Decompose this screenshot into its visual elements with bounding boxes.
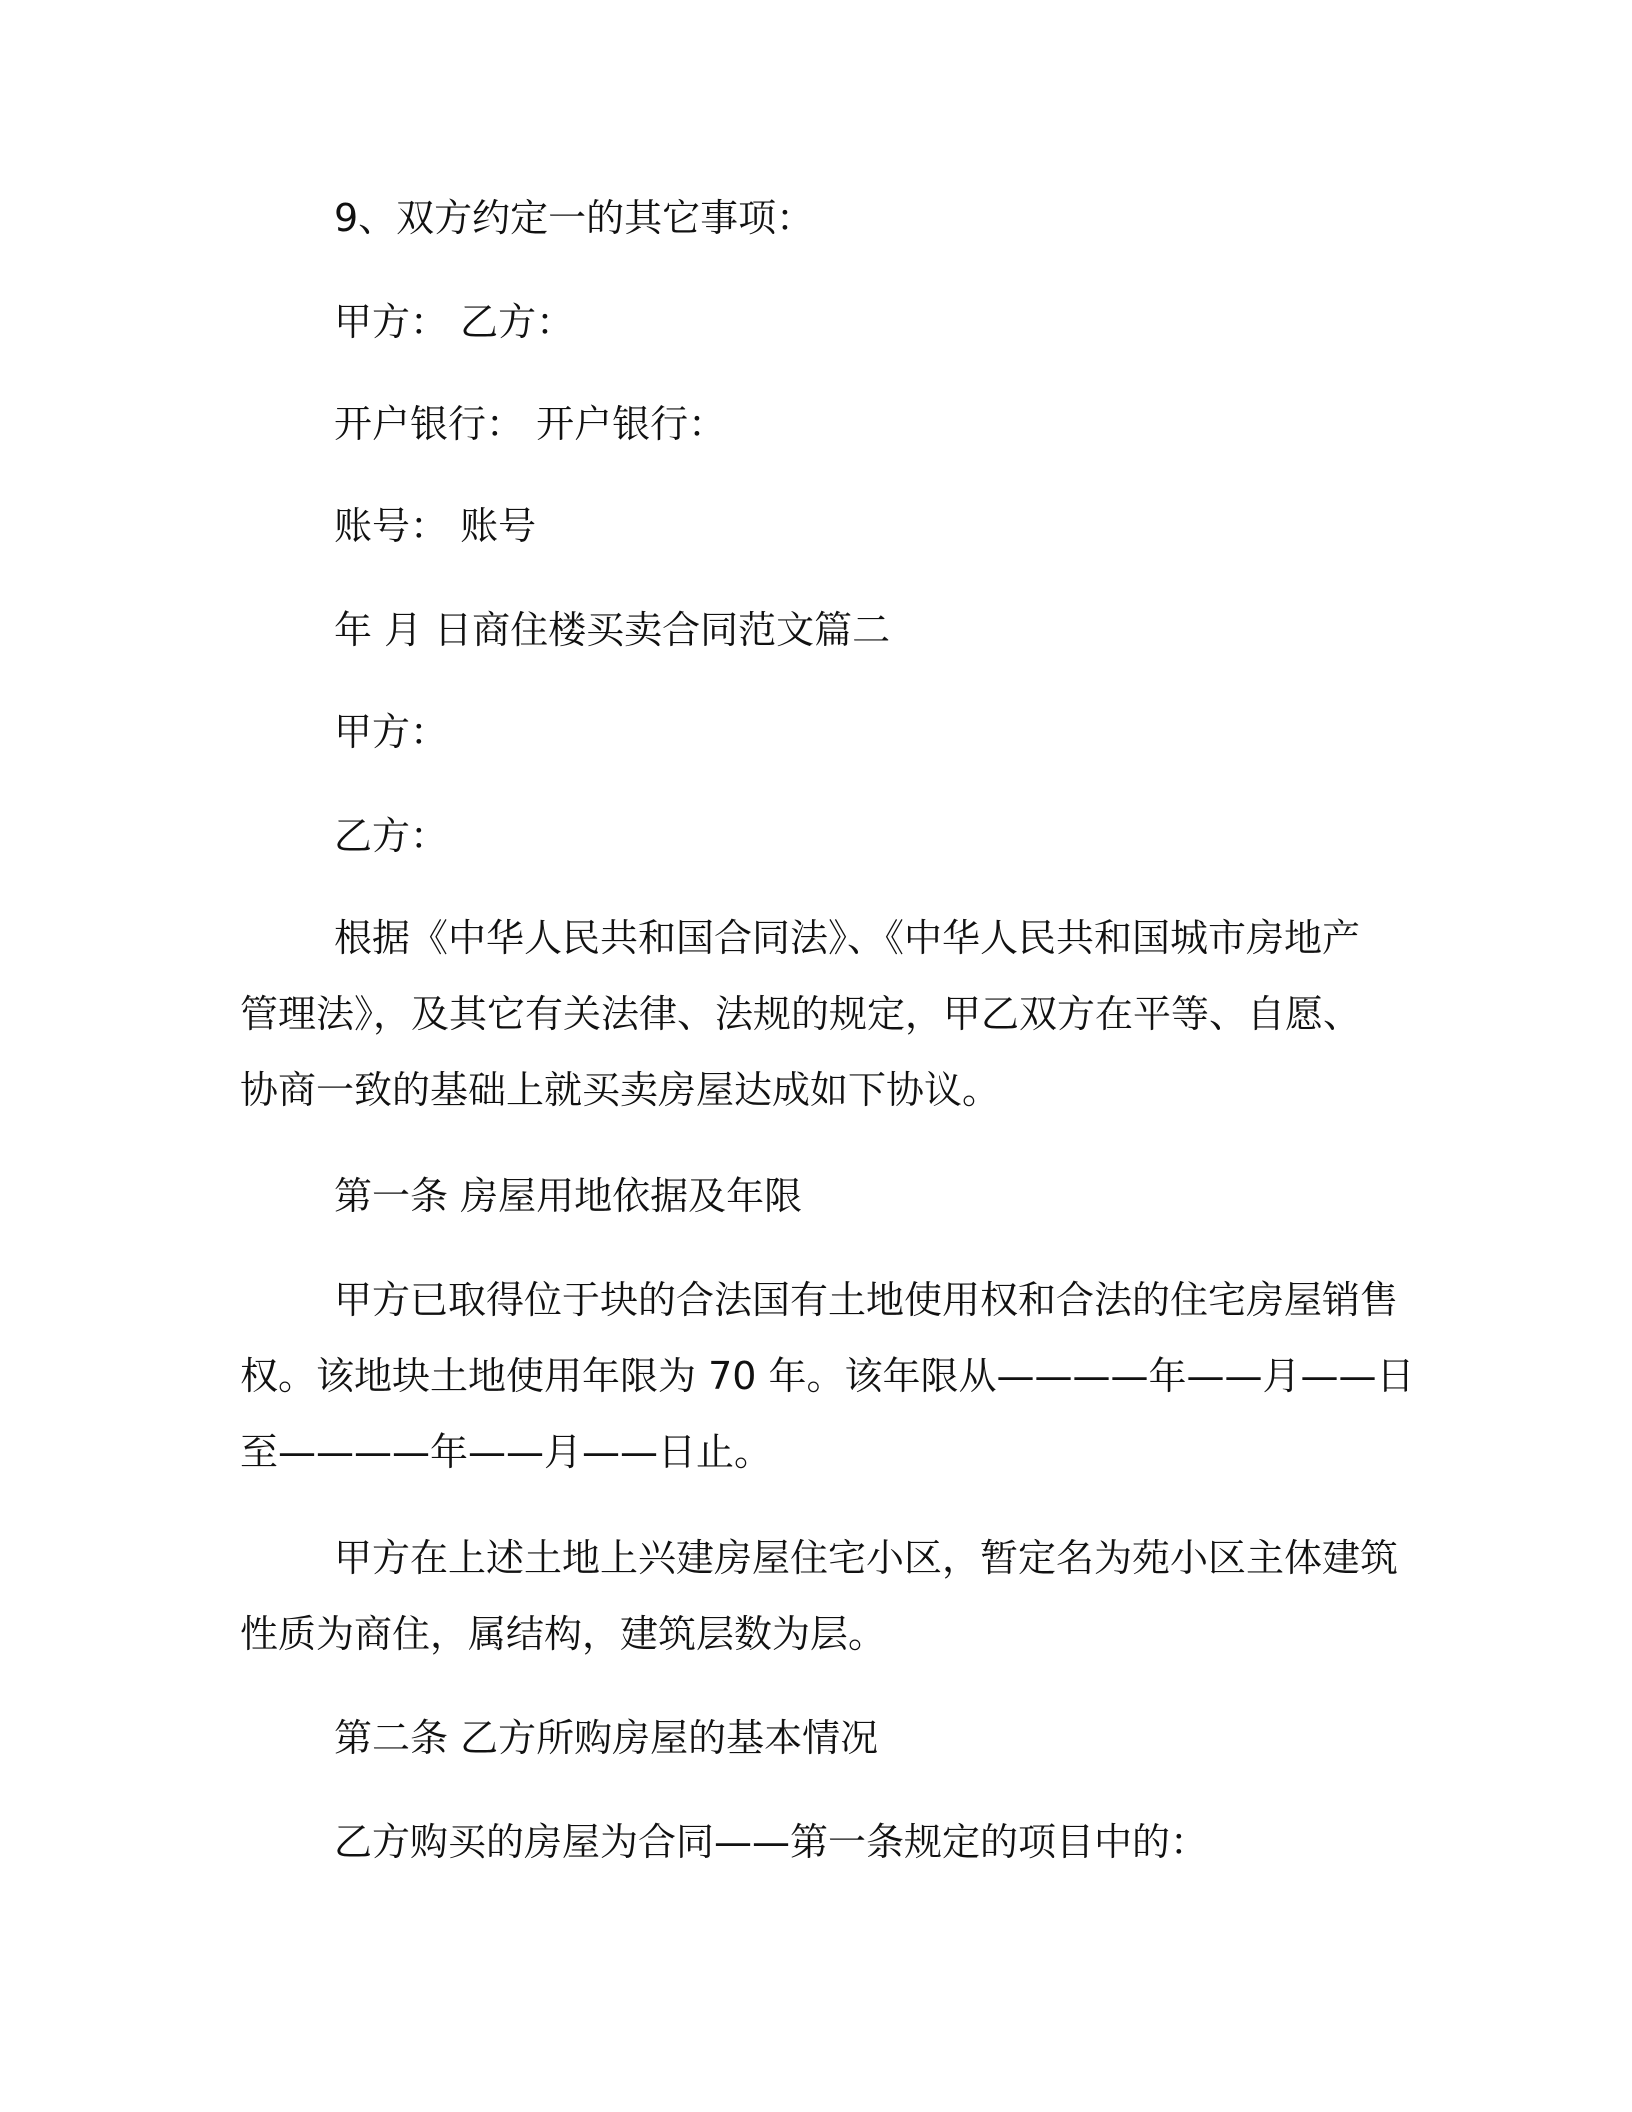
party-a-party-b: 甲方： 乙方： [334,300,575,344]
bank-line: 开户银行： 开户银行： [334,402,727,446]
item-9-other-matters: 9、双方约定一的其它事项： [334,196,815,240]
article-1-para-1-line-2: 权。该地块土地使用年限为 70 年。该年限从————年——月——日 [240,1354,1415,1398]
account-line: 账号： 账号 [334,504,537,548]
party-b-line: 乙方： [334,814,449,858]
article-1-para-2-line-1: 甲方在上述土地上兴建房屋住宅小区，暂定名为苑小区主体建筑 [334,1536,1399,1580]
article-2-para-1: 乙方购买的房屋为合同——第一条规定的项目中的： [334,1820,1209,1864]
party-a-line: 甲方： [334,710,449,754]
article-1-para-1-line-1: 甲方已取得位于块的合法国有土地使用权和合法的住宅房屋销售 [334,1278,1399,1322]
article-1-heading: 第一条 房屋用地依据及年限 [334,1174,803,1218]
article-2-heading: 第二条 乙方所购房屋的基本情况 [334,1716,879,1760]
date-and-title-line: 年 月 日商住楼买卖合同范文篇二 [334,608,891,652]
article-1-para-1-line-3: 至————年——月——日止。 [240,1430,773,1474]
article-1-para-2-line-2: 性质为商住，属结构，建筑层数为层。 [240,1612,887,1656]
preamble-line-3: 协商一致的基础上就买卖房屋达成如下协议。 [240,1068,1001,1112]
preamble-line-1: 根据《中华人民共和国合同法》、《中华人民共和国城市房地产 [334,916,1361,960]
preamble-line-2: 管理法》，及其它有关法律、法规的规定，甲乙双方在平等、自愿、 [240,992,1362,1036]
